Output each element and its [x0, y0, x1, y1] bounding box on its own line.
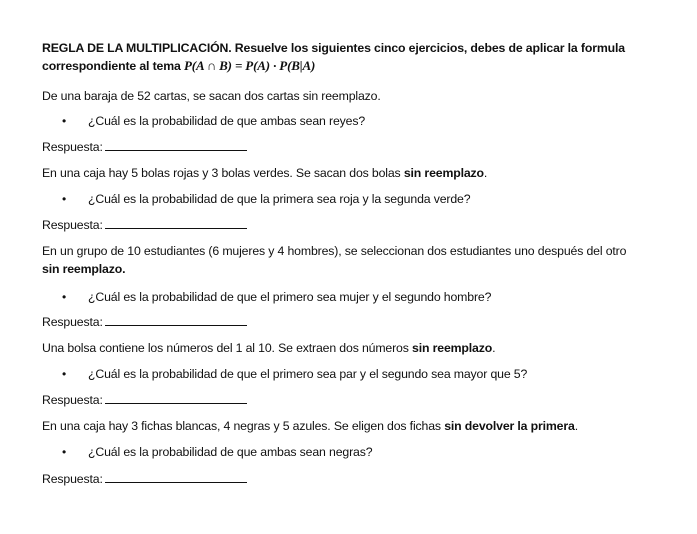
exercise-3-question	[62, 290, 491, 304]
instructions-text: Resuelve los siguientes cinco ejercicios, debes de aplicar la formula	[234, 41, 625, 55]
exercise-5-question-text: ¿Cuál es la probabilidad de que ambas sean negras?	[88, 445, 373, 459]
exercise-3-period: .	[122, 262, 126, 276]
exercise-3-emphasis: sin reemplazo	[42, 262, 123, 276]
answer-blank-2[interactable]	[105, 218, 247, 229]
multiplication-rule-formula: P(A ∩ B) = P(A) · P(B|A)	[183, 58, 316, 73]
answer-label: Respuesta:	[42, 218, 103, 232]
answer-label: Respuesta:	[42, 393, 103, 407]
exercise-5-emphasis: sin devolver la primera	[444, 419, 575, 433]
document-title: REGLA DE LA MULTIPLICACIÓN.	[42, 41, 232, 55]
answer-blank-4[interactable]	[105, 393, 247, 404]
answer-label: Respuesta:	[42, 140, 103, 154]
exercise-2-answer	[42, 218, 247, 232]
exercise-2-emphasis: sin reemplazo	[403, 166, 484, 180]
exercise-3-statement-text: En un grupo de 10 estudiantes (6 mujeres y 4 hombres), se seleccionan dos estudiantes uno después del otro	[42, 244, 627, 258]
exercise-2-statement-text: En una caja hay 5 bolas rojas y 3 bolas verdes. Se sacan dos bolas	[42, 166, 401, 180]
exercise-3-answer	[42, 315, 247, 329]
answer-blank-1[interactable]	[105, 140, 247, 151]
exercise-2-question-text: ¿Cuál es la probabilidad de que la primera sea roja y la segunda verde?	[88, 192, 471, 206]
exercise-4-statement-text: Una bolsa contiene los números del 1 al 10. Se extraen dos números	[42, 341, 409, 355]
exercise-4-question	[62, 367, 527, 381]
exercise-1-answer	[42, 140, 247, 154]
bullet-icon: •	[62, 367, 67, 381]
bullet-icon: •	[62, 114, 67, 128]
exercise-4-period: .	[492, 341, 496, 355]
exercise-4-question-text: ¿Cuál es la probabilidad de que el primero sea par y el segundo sea mayor que 5?	[88, 367, 528, 381]
exercise-5-period: .	[574, 419, 578, 433]
exercise-2-statement	[42, 166, 487, 180]
header-line-1	[42, 41, 625, 55]
exercise-3-question-text: ¿Cuál es la probabilidad de que el primero sea mujer y el segundo hombre?	[88, 290, 492, 304]
exercise-1-statement-text: De una baraja de 52 cartas, se sacan dos cartas sin reemplazo.	[42, 89, 381, 103]
exercise-4-statement	[42, 341, 495, 355]
bullet-icon: •	[62, 290, 67, 304]
answer-blank-3[interactable]	[105, 315, 247, 326]
exercise-5-answer	[42, 472, 247, 486]
exercise-3-statement-continued	[42, 262, 125, 276]
exercise-4-answer	[42, 393, 247, 407]
exercise-2-question	[62, 192, 470, 206]
exercise-1-question	[62, 114, 365, 128]
answer-label: Respuesta:	[42, 315, 103, 329]
exercise-4-emphasis: sin reemplazo	[412, 341, 493, 355]
exercise-5-question	[62, 445, 372, 459]
instructions-continued: correspondiente al tema	[42, 59, 181, 73]
exercise-1-statement	[42, 89, 381, 103]
bullet-icon: •	[62, 192, 67, 206]
exercise-5-statement-text: En una caja hay 3 fichas blancas, 4 negras y 5 azules. Se eligen dos fichas	[42, 419, 441, 433]
exercise-1-question-text: ¿Cuál es la probabilidad de que ambas sean reyes?	[88, 114, 366, 128]
exercise-2-period: .	[483, 166, 488, 180]
header-line-2	[42, 58, 315, 74]
bullet-icon: •	[62, 445, 67, 459]
exercise-5-statement	[42, 419, 578, 433]
answer-label: Respuesta:	[42, 472, 103, 486]
answer-blank-5[interactable]	[105, 472, 247, 483]
exercise-3-statement	[42, 244, 626, 258]
